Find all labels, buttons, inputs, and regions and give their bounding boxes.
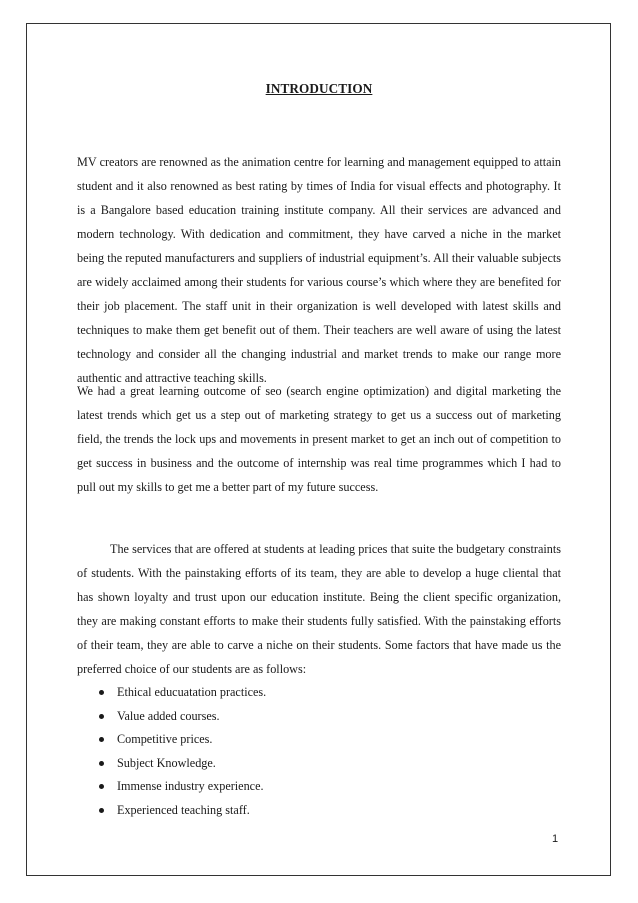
list-item — [77, 752, 561, 776]
list-item — [77, 799, 561, 823]
list-item-text: Competitive prices. — [117, 732, 213, 747]
list-item — [77, 705, 561, 729]
bullet-icon — [99, 808, 104, 813]
list-item — [77, 681, 561, 705]
page-number: 1 — [552, 833, 559, 845]
page-title: INTRODUCTION — [265, 81, 373, 96]
paragraph-learning-outcome: We had a great learning outcome of seo (search engine optimization) and digital marketing the latest trends which get us a step out of marketing strategy to get us a success out of marketing field, the trends the lock ups and movements in present market to get an inch out of competition to get success in business and the outcome of internship was real time programmes which I had to pull out my skills to get me a better part of my future success. — [77, 384, 561, 494]
list-item-text: Experienced teaching staff. — [117, 802, 250, 817]
list-item-text: Subject Knowledge. — [117, 755, 216, 770]
paragraph-intro: MV creators are renowned as the animation centre for learning and management equipped to attain student and it also renowned as best rating by times of India for visual effects and photography. It is a Bangalore based education training institute company. All their services are advanced and modern technology. With dedication and commitment, they have carved a niche in the market being the reputed manufacturers and suppliers of industrial equipment’s. All their valuable subjects are widely acclaimed among their students for various course’s which where they are benefited for their job placement. The staff unit in their organization is well developed with latest skills and techniques to make them get benefit out of them. Their teachers are well aware of using the latest technology and consider all the changing industrial and market trends to make our range more authentic and attractive teaching skills. — [77, 155, 561, 385]
list-item — [77, 728, 561, 752]
factors-list — [77, 681, 561, 823]
list-item — [77, 775, 561, 799]
bullet-icon — [99, 690, 104, 695]
bullet-icon — [99, 784, 104, 789]
bullet-icon — [99, 761, 104, 766]
paragraph-services: The services that are offered at students at leading prices that suite the budgetary constraints of students. With the painstaking efforts of its team, they are able to develop a huge cliental that has shown loyalty and trust upon our education institute. Being the client specific organization, they are making constant efforts to make their students fully satisfied. With the painstaking efforts of their team, they are able to carve a niche on their students. Some factors that have made us the preferred choice of our students are as follows: — [77, 542, 561, 676]
list-item-text: Immense industry experience. — [117, 779, 264, 794]
bullet-icon — [99, 737, 104, 742]
list-item-text: Value added courses. — [117, 708, 220, 723]
bullet-icon — [99, 714, 104, 719]
list-item-text: Ethical educuatation practices. — [117, 685, 267, 699]
